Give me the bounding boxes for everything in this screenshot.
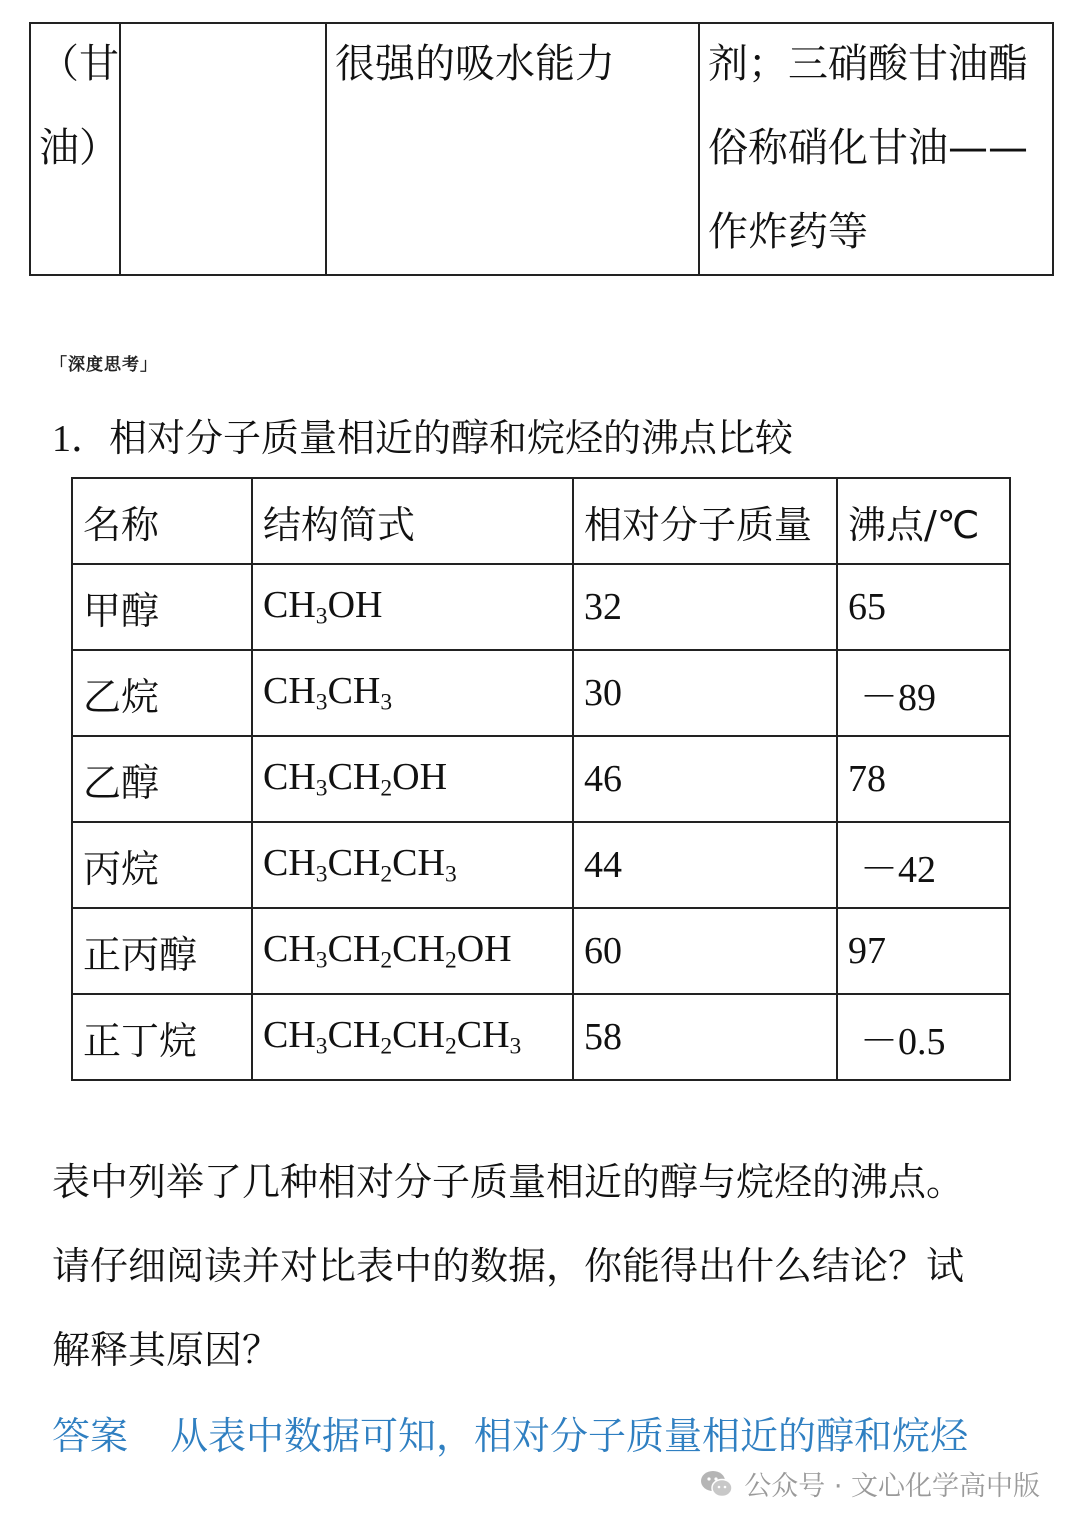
formula-cell: [120, 23, 326, 275]
usage-line: 俗称硝化甘油——: [708, 125, 1028, 171]
usage-cell: [699, 23, 1053, 275]
property-cell: [326, 23, 699, 275]
substance-name-line: （甘: [39, 41, 119, 87]
boiling-point: －0.5: [837, 994, 1010, 1080]
question-title: 相对分子质量相近的醇和烷烃的沸点比较: [109, 416, 794, 460]
table-row: [72, 650, 1010, 736]
table-row: [72, 908, 1010, 994]
structural-formula: $CH_3OH$: [252, 564, 573, 650]
substance-name-line: 油）: [39, 125, 119, 171]
section-tag: 「深度思考」: [50, 355, 158, 375]
question-number: 1．: [52, 418, 110, 460]
molecular-mass: 44: [573, 822, 837, 908]
boiling-point: 78: [837, 736, 1010, 822]
usage-line: 作炸药等: [708, 209, 868, 255]
boiling-point: 65: [837, 564, 1010, 650]
usage-line: 剂；三硝酸甘油酯: [708, 41, 1028, 87]
boiling-point: －42: [837, 822, 1010, 908]
compound-name: 正丙醇: [72, 908, 252, 994]
boiling-point: 97: [837, 908, 1010, 994]
wechat-icon: [700, 1469, 734, 1499]
property-table-continuation: [29, 22, 1054, 276]
compound-name: 乙烷: [72, 650, 252, 736]
structural-formula: $CH_3CH_3$: [252, 650, 573, 736]
paragraph-line: 解释其原因？: [52, 1328, 281, 1372]
paragraph-line: 表中列举了几种相对分子质量相近的醇与烷烃的沸点。: [52, 1160, 965, 1204]
compound-name: 甲醇: [72, 564, 252, 650]
table-row: [72, 994, 1010, 1080]
table-row: [30, 23, 1053, 275]
header-boiling-point: 沸点/℃: [837, 478, 1010, 564]
paragraph-line: 请仔细阅读并对比表中的数据，你能得出什么结论？试: [52, 1244, 965, 1288]
boiling-point: －89: [837, 650, 1010, 736]
table-row: [72, 736, 1010, 822]
table-row: [72, 822, 1010, 908]
property-text: 很强的吸水能力: [335, 41, 615, 87]
table-header-row: [72, 478, 1010, 564]
structural-formula: $CH_3CH_2OH$: [252, 736, 573, 822]
structural-formula: $CH_3CH_2CH_2OH$: [252, 908, 573, 994]
header-mass: 相对分子质量: [573, 478, 837, 564]
header-name: 名称: [72, 478, 252, 564]
substance-name-cell: [30, 23, 120, 275]
answer-label: 答案: [52, 1414, 129, 1458]
compound-name: 丙烷: [72, 822, 252, 908]
compound-name: 乙醇: [72, 736, 252, 822]
header-formula: 结构简式: [252, 478, 573, 564]
structural-formula: $CH_3CH_2CH_3$: [252, 822, 573, 908]
molecular-mass: 46: [573, 736, 837, 822]
question-paragraph: [52, 1140, 1042, 1392]
question-heading: [52, 410, 793, 467]
table-row: [72, 564, 1010, 650]
compound-name: 正丁烷: [72, 994, 252, 1080]
answer-text: 从表中数据可知，相对分子质量相近的醇和烷烃: [170, 1414, 969, 1458]
structural-formula: $CH_3CH_2CH_2CH_3$: [252, 994, 573, 1080]
watermark-text: 公众号 · 文心化学高中版: [744, 1471, 1040, 1502]
molecular-mass: 30: [573, 650, 837, 736]
molecular-mass: 58: [573, 994, 837, 1080]
molecular-mass: 32: [573, 564, 837, 650]
boiling-point-table: [71, 477, 1011, 1081]
molecular-mass: 60: [573, 908, 837, 994]
watermark: [692, 1462, 1044, 1505]
